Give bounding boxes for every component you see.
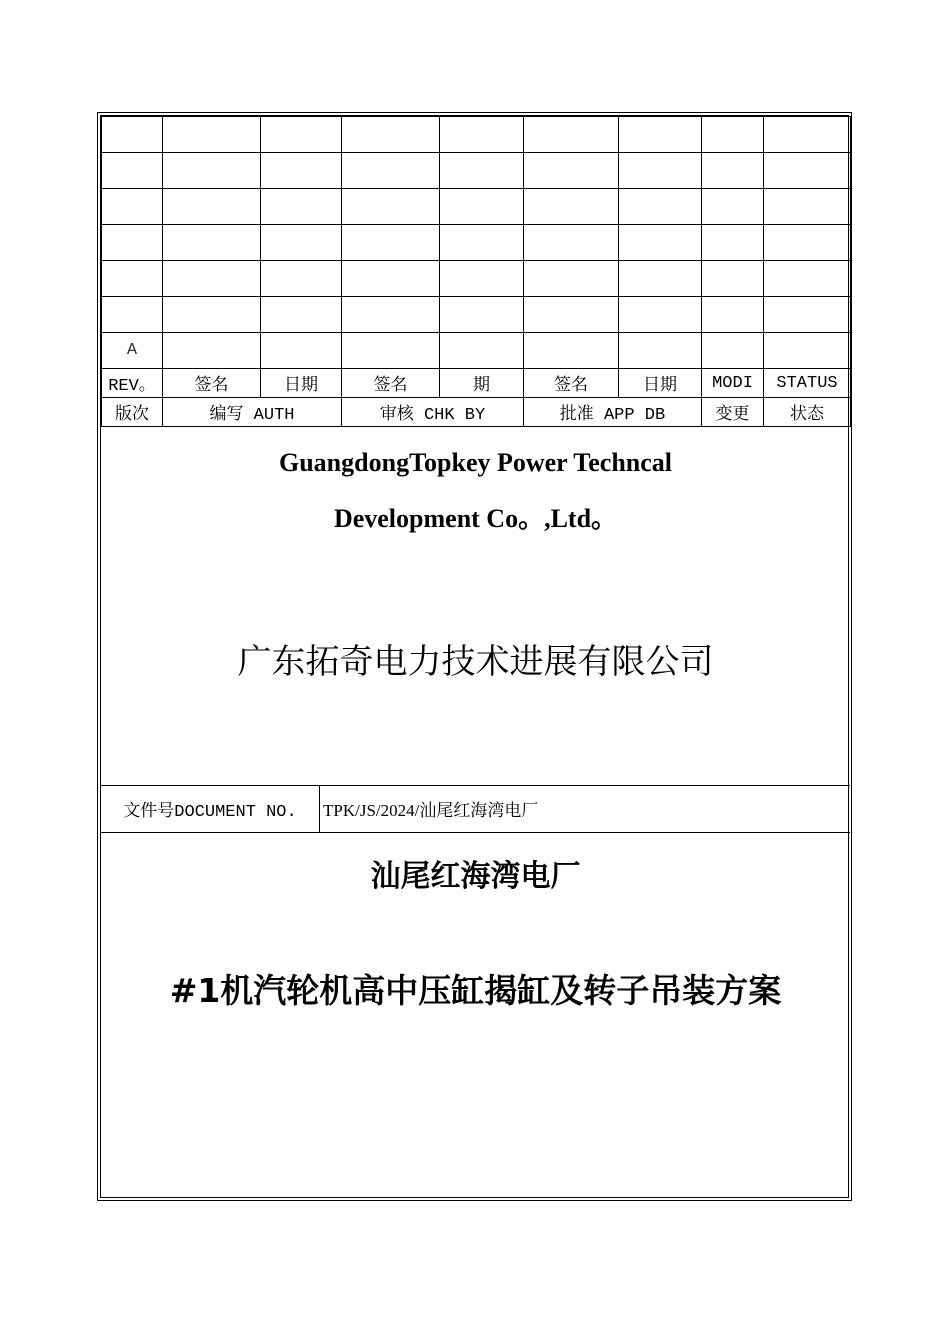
- document-number-value: TPK/JS/2024/汕尾红海湾电厂: [323, 801, 539, 820]
- table-cell: [440, 225, 524, 261]
- table-cell: [440, 333, 524, 369]
- table-cell: [440, 261, 524, 297]
- table-cell: [102, 297, 163, 333]
- revision-row-blank: [102, 189, 851, 225]
- table-cell: [102, 117, 163, 153]
- revision-header-row-2: [102, 398, 851, 427]
- table-cell: [102, 153, 163, 189]
- table-cell: [342, 297, 440, 333]
- table-cell: [619, 225, 702, 261]
- table-cell: [702, 117, 764, 153]
- document-inner-frame: [100, 115, 849, 1198]
- table-cell: [702, 225, 764, 261]
- table-cell: [524, 117, 619, 153]
- table-cell: [619, 261, 702, 297]
- table-cell: [440, 297, 524, 333]
- table-cell: [102, 261, 163, 297]
- document-number-label: 文件号DOCUMENT NO.: [101, 785, 320, 832]
- table-cell: [342, 225, 440, 261]
- rev-header: REV。: [102, 369, 163, 398]
- table-cell: [342, 261, 440, 297]
- table-cell: [619, 117, 702, 153]
- table-cell: [764, 261, 851, 297]
- table-cell: [163, 261, 261, 297]
- company-english-name-line2: Development Co。,Ltd。: [333, 504, 618, 533]
- table-cell: [702, 297, 764, 333]
- table-cell: [102, 225, 163, 261]
- table-cell: [261, 225, 342, 261]
- status-header: STATUS: [764, 369, 851, 398]
- document-frame: [97, 112, 852, 1201]
- revision-row-blank: [102, 153, 851, 189]
- company-english-name-line1: GuangdongTopkey Power Techncal: [279, 448, 672, 477]
- auth-header: 编写 AUTH: [163, 398, 342, 427]
- app-header: 批准 APP DB: [524, 398, 702, 427]
- table-cell: [702, 333, 764, 369]
- rev-header-cn: 版次: [102, 398, 163, 427]
- revision-row-blank: [102, 117, 851, 153]
- table-cell: [524, 225, 619, 261]
- revision-table: [101, 116, 851, 427]
- table-cell: [342, 189, 440, 225]
- plant-name: 汕尾红海湾电厂: [370, 859, 581, 894]
- table-cell: [102, 189, 163, 225]
- table-cell: [163, 189, 261, 225]
- modi-header: MODI: [702, 369, 764, 398]
- table-cell: [163, 117, 261, 153]
- table-cell: [163, 333, 261, 369]
- table-cell: [764, 189, 851, 225]
- document-number-row: [101, 785, 850, 833]
- table-cell: [440, 153, 524, 189]
- table-cell: [261, 117, 342, 153]
- date-header-approver: 日期: [619, 369, 702, 398]
- chk-header: 审核 CHK BY: [342, 398, 524, 427]
- revision-row-a: [102, 333, 851, 369]
- table-cell: [619, 333, 702, 369]
- company-section: [101, 432, 850, 786]
- table-cell: [261, 297, 342, 333]
- table-cell: [764, 333, 851, 369]
- modi-header-cn: 变更: [702, 398, 764, 427]
- table-cell: [764, 225, 851, 261]
- table-cell: [440, 117, 524, 153]
- table-cell: [524, 297, 619, 333]
- table-cell: [524, 153, 619, 189]
- table-cell: [524, 333, 619, 369]
- date-header-author: 日期: [261, 369, 342, 398]
- table-cell: [342, 117, 440, 153]
- date-header-checker: 期: [440, 369, 524, 398]
- table-cell: [261, 333, 342, 369]
- sign-header-approver: 签名: [524, 369, 619, 398]
- table-cell: [619, 189, 702, 225]
- table-cell: [261, 153, 342, 189]
- company-chinese-name: 广东拓奇电力技术进展有限公司: [237, 642, 714, 682]
- revision-header-row-1: [102, 369, 851, 398]
- sign-header-author: 签名: [163, 369, 261, 398]
- table-cell: [702, 261, 764, 297]
- table-cell: [619, 153, 702, 189]
- title-section: [101, 833, 850, 1201]
- table-cell: [342, 153, 440, 189]
- table-cell: [163, 225, 261, 261]
- table-cell: [440, 189, 524, 225]
- sign-header-checker: 签名: [342, 369, 440, 398]
- table-cell: [261, 189, 342, 225]
- revision-row-blank: [102, 225, 851, 261]
- status-header-cn: 状态: [764, 398, 851, 427]
- revision-row-blank: [102, 261, 851, 297]
- table-cell: [163, 297, 261, 333]
- table-cell: [619, 297, 702, 333]
- table-cell: [702, 189, 764, 225]
- table-cell: [261, 261, 342, 297]
- table-cell: [163, 153, 261, 189]
- table-cell: [764, 117, 851, 153]
- rev-cell: A: [102, 333, 163, 369]
- table-cell: [702, 153, 764, 189]
- table-cell: [524, 261, 619, 297]
- table-cell: [524, 189, 619, 225]
- revision-row-blank: [102, 297, 851, 333]
- table-cell: [764, 297, 851, 333]
- table-cell: [342, 333, 440, 369]
- table-cell: [764, 153, 851, 189]
- plan-title: #1机汽轮机高中压缸揭缸及转子吊装方案: [169, 971, 782, 1010]
